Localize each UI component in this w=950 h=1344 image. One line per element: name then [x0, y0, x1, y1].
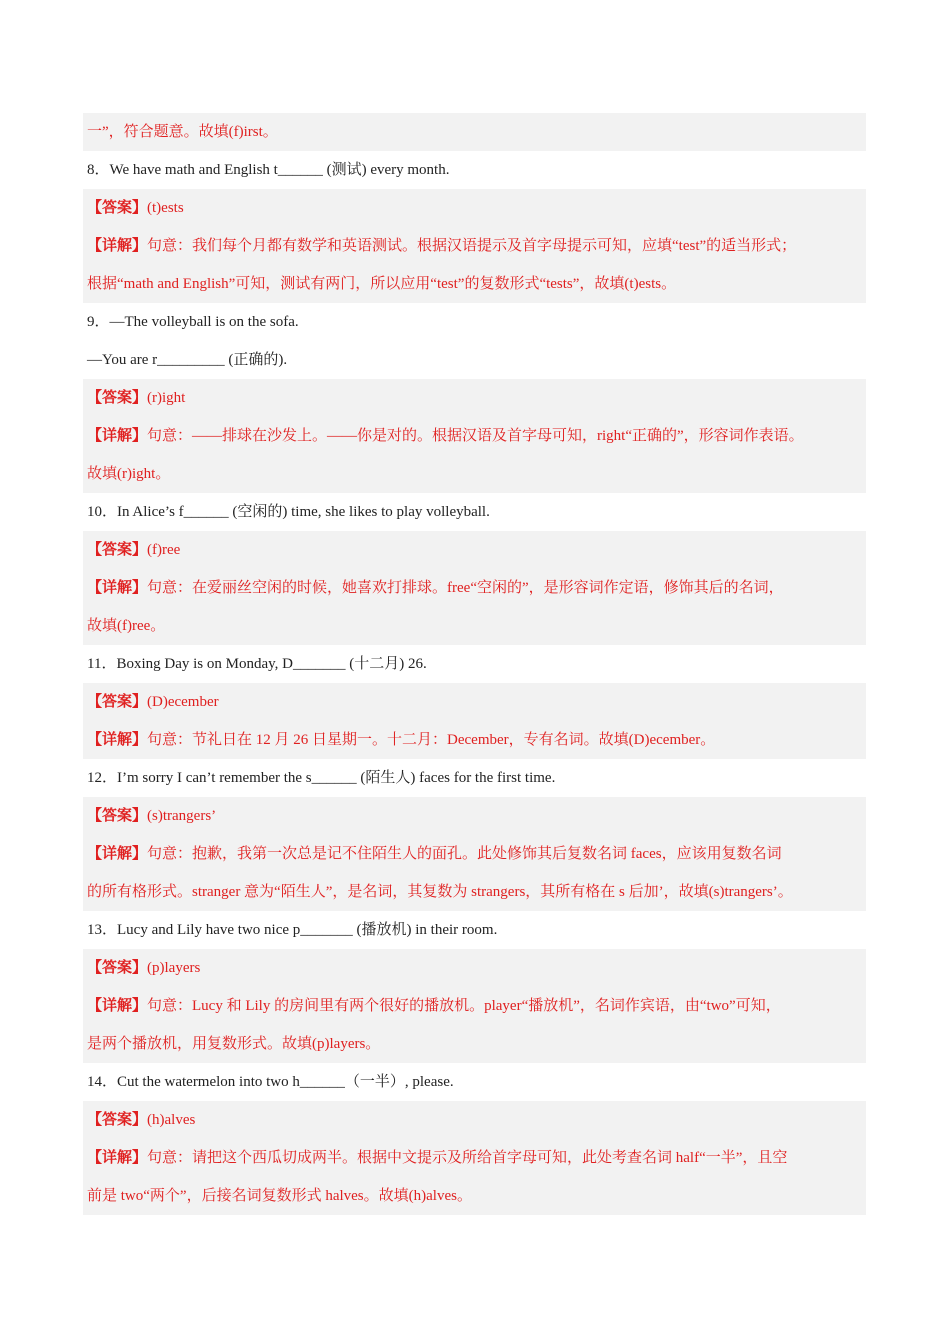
question-line	[83, 759, 866, 797]
explanation-continuation	[83, 265, 866, 303]
document-page	[83, 113, 866, 1215]
explanation-continuation	[83, 607, 866, 645]
explanation-text: 句意：——排球在沙发上。——你是对的。根据汉语及首字母可知，right“正确的”，形容词作表语。	[147, 428, 804, 444]
answer-text: (r)ight	[147, 390, 186, 406]
question-line	[83, 645, 866, 683]
answer-text: (p)layers	[147, 960, 201, 976]
explanation-text: 一”，符合题意。故填(f)irst。	[87, 124, 278, 140]
explanation-text: 句意：我们每个月都有数学和英语测试。根据汉语提示及首字母提示可知，应填“test”的适当形式；	[147, 238, 797, 254]
explanation-text: 故填(r)ight。	[87, 466, 171, 482]
question-text: 12．I’m sorry I can’t remember the s______ (陌生人) faces for the first time.	[87, 770, 556, 786]
question-text: 13．Lucy and Lily have two nice p_______ (播放机) in their room.	[87, 922, 498, 938]
explanation-text: 前是 two“两个”，后接名词复数形式 halves。故填(h)alves。	[87, 1188, 472, 1204]
explanation-text: 句意：节礼日在 12 月 26 日星期一。十二月：December，专有名词。故填(D)ecember。	[147, 732, 716, 748]
answer-tag: 【答案】	[87, 542, 148, 558]
explanation-continuation	[83, 113, 866, 151]
question-text: 11．Boxing Day is on Monday, D_______ (十二月) 26.	[87, 656, 427, 672]
answer-tag: 【答案】	[87, 808, 148, 824]
explanation-line	[83, 1139, 866, 1177]
explanation-continuation	[83, 1025, 866, 1063]
answer-text: (f)ree	[147, 542, 181, 558]
answer-text: (D)ecember	[147, 694, 219, 710]
answer-tag: 【答案】	[87, 390, 148, 406]
question-line	[83, 151, 866, 189]
question-line	[83, 493, 866, 531]
answer-line	[83, 683, 866, 721]
explanation-line	[83, 569, 866, 607]
answer-line	[83, 189, 866, 227]
answer-line	[83, 531, 866, 569]
explanation-text: 故填(f)ree。	[87, 618, 166, 634]
explanation-text: 根据“math and English”可知，测试有两门，所以应用“test”的复数形式“tests”，故填(t)ests。	[87, 276, 677, 292]
question-line	[83, 1063, 866, 1101]
explanation-text: 的所有格形式。stranger 意为“陌生人”，是名词，其复数为 strangers，其所有格在 s 后加’，故填(s)trangers’。	[87, 884, 793, 900]
explanation-tag: 【详解】	[87, 732, 148, 748]
explanation-text: 句意：抱歉，我第一次总是记不住陌生人的面孔。此处修饰其后复数名词 faces，应该用复数名词	[147, 846, 782, 862]
explanation-line	[83, 721, 866, 759]
question-line	[83, 911, 866, 949]
answer-line	[83, 797, 866, 835]
answer-tag: 【答案】	[87, 200, 148, 216]
question-text: 8．We have math and English t______ (测试) every month.	[87, 162, 450, 178]
answer-line	[83, 949, 866, 987]
answer-text: (h)alves	[147, 1112, 196, 1128]
explanation-text: 句意：Lucy 和 Lily 的房间里有两个很好的播放机。player“播放机”，名词作宾语，由“two”可知，	[147, 998, 781, 1014]
explanation-tag: 【详解】	[87, 428, 148, 444]
explanation-line	[83, 227, 866, 265]
explanation-continuation	[83, 455, 866, 493]
explanation-tag: 【详解】	[87, 998, 148, 1014]
answer-tag: 【答案】	[87, 960, 148, 976]
explanation-text: 是两个播放机，用复数形式。故填(p)layers。	[87, 1036, 381, 1052]
answer-tag: 【答案】	[87, 1112, 148, 1128]
question-text: 10．In Alice’s f______ (空闲的) time, she likes to play volleyball.	[87, 504, 490, 520]
explanation-tag: 【详解】	[87, 1150, 148, 1166]
answer-line	[83, 1101, 866, 1139]
explanation-continuation	[83, 1177, 866, 1215]
question-line	[83, 303, 866, 341]
explanation-line	[83, 835, 866, 873]
explanation-line	[83, 417, 866, 455]
question-text: —You are r_________ (正确的).	[87, 352, 288, 368]
question-text: 14．Cut the watermelon into two h______（一半）, please.	[87, 1074, 454, 1090]
answer-text: (s)trangers’	[147, 808, 217, 824]
explanation-tag: 【详解】	[87, 580, 148, 596]
question-text: 9．—The volleyball is on the sofa.	[87, 314, 299, 330]
question-line	[83, 341, 866, 379]
answer-text: (t)ests	[147, 200, 184, 216]
explanation-continuation	[83, 873, 866, 911]
explanation-tag: 【详解】	[87, 846, 148, 862]
explanation-tag: 【详解】	[87, 238, 148, 254]
explanation-text: 句意：在爱丽丝空闲的时候，她喜欢打排球。free“空闲的”，是形容词作定语，修饰其后的名词，	[147, 580, 784, 596]
explanation-text: 句意：请把这个西瓜切成两半。根据中文提示及所给首字母可知，此处考查名词 half“一半”，且空	[147, 1150, 788, 1166]
explanation-line	[83, 987, 866, 1025]
answer-line	[83, 379, 866, 417]
answer-tag: 【答案】	[87, 694, 148, 710]
